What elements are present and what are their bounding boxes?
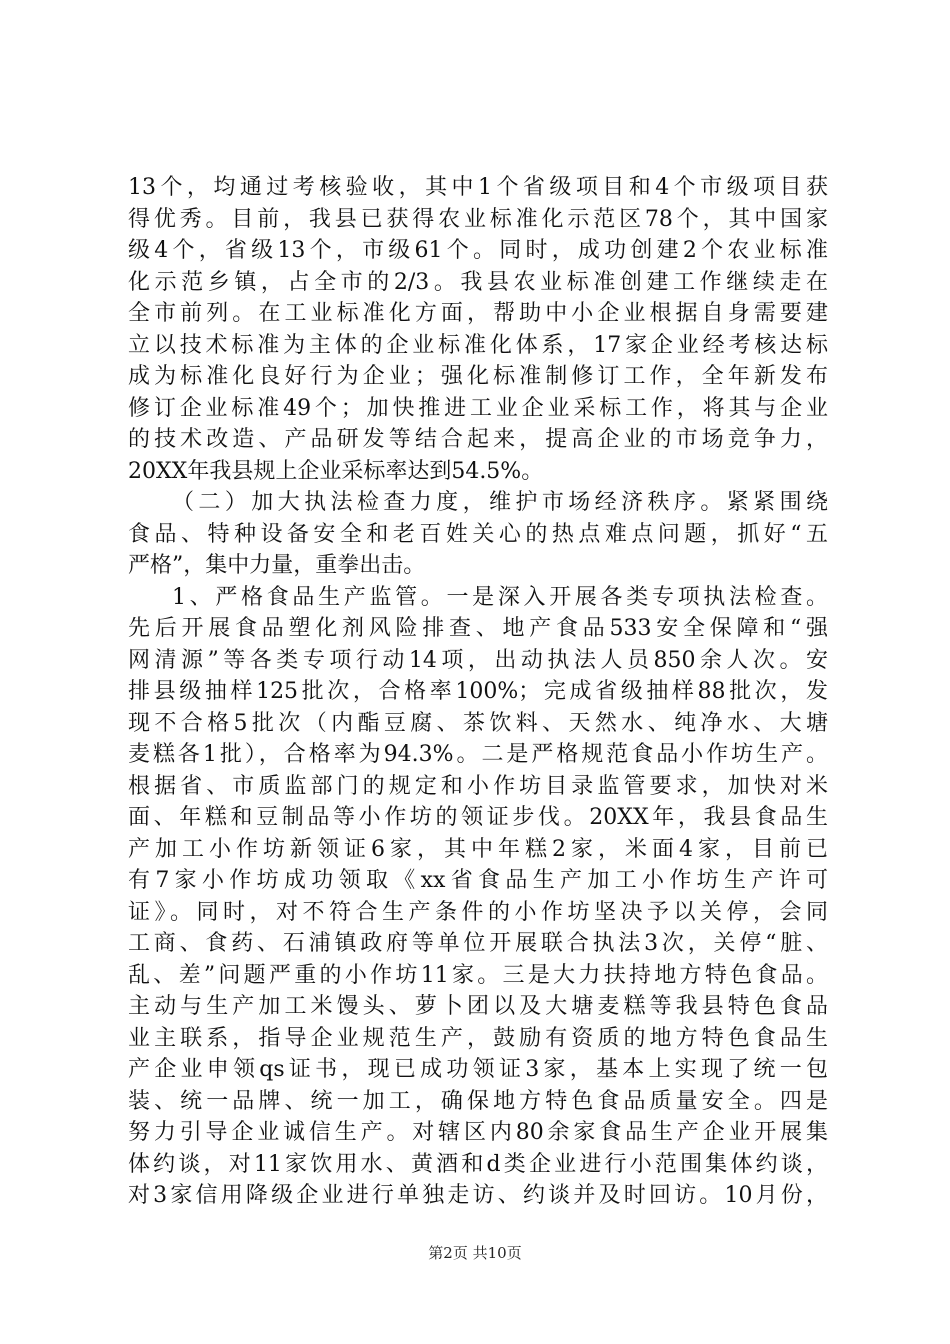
text-line: 对3家信用降级企业进行单独走访、约谈并及时回访。10月份， (128, 1183, 828, 1208)
page-number-footer: 第2页 共10页 (428, 1244, 522, 1262)
text-line: 乱、差”问题严重的小作坊11家。三是大力扶持地方特色食品。 (128, 962, 828, 988)
text-line: 面、年糕和豆制品等小作坊的领证步伐。20XX年，我县食品生 (128, 805, 828, 830)
text-line: 有7家小作坊成功领取《xx省食品生产加工小作坊生产许可 (128, 868, 828, 893)
text-line: 严格”，集中力量，重拳出击。 (128, 553, 426, 578)
text-line: 网清源”等各类专项行动14项，出动执法人员850余人次。安 (128, 647, 828, 673)
text-line: 业主联系，指导企业规范生产，鼓励有资质的地方特色食品生 (128, 1025, 828, 1051)
text-line: 级4个，省级13个，市级61个。同时，成功创建2个农业标准 (128, 238, 828, 263)
text-line: 努力引导企业诚信生产。对辖区内80余家食品生产企业开展集 (128, 1120, 828, 1145)
document-body (128, 172, 828, 1212)
text-line: 修订企业标准49个；加快推进工业企业采标工作，将其与企业 (128, 395, 828, 421)
text-line: 麦糕各1批），合格率为94.3%。二是严格规范食品小作坊生产。 (128, 742, 828, 767)
subsection-heading-line: 1、严格食品生产监管。一是深入开展各类专项执法检查。 (172, 584, 828, 610)
text-line: 根据省、市质监部门的规定和小作坊目录监管要求，加快对米 (128, 773, 828, 799)
text-line: 体约谈，对11家饮用水、黄酒和d类企业进行小范围集体约谈， (128, 1151, 828, 1177)
text-line: 化示范乡镇，占全市的2/3。我县农业标准创建工作继续走在 (128, 269, 828, 295)
text-line: 成为标准化良好行为企业；强化标准制修订工作，全年新发布 (128, 364, 828, 389)
text-line: 的技术改造、产品研发等结合起来，提高企业的市场竞争力， (128, 427, 828, 452)
text-line: 装、统一品牌、统一加工，确保地方特色食品质量安全。四是 (128, 1088, 828, 1114)
text-line: 食品、特种设备安全和老百姓关心的热点难点问题，抓好“五 (128, 521, 828, 547)
section-heading-line: （二）加大执法检查力度，维护市场经济秩序。紧紧围绕 (172, 490, 828, 515)
text-line: 先后开展食品塑化剂风险排查、地产食品533安全保障和“强 (128, 616, 828, 641)
text-line: 13个，均通过考核验收，其中1个省级项目和4个市级项目获 (128, 175, 828, 200)
text-line: 主动与生产加工米馒头、萝卜团以及大塘麦糕等我县特色食品 (128, 994, 828, 1019)
text-line: 证》。同时，对不符合生产条件的小作坊坚决予以关停，会同 (128, 899, 828, 925)
text-line: 产加工小作坊新领证6家，其中年糕2家，米面4家，目前已 (128, 836, 828, 862)
text-line: 立以技术标准为主体的企业标准化体系，17家企业经考核达标 (128, 332, 828, 358)
text-line: 全市前列。在工业标准化方面，帮助中小企业根据自身需要建 (128, 301, 828, 326)
text-line: 得优秀。目前，我县已获得农业标准化示范区78个，其中国家 (128, 206, 828, 232)
text-line: 产企业申领qs证书，现已成功领证3家，基本上实现了统一包 (128, 1057, 828, 1082)
text-line: 20XX年我县规上企业采标率达到54.5%。 (128, 458, 544, 484)
text-line: 排县级抽样125批次，合格率100%；完成省级抽样88批次，发 (128, 679, 828, 704)
text-line: 工商、食药、石浦镇政府等单位开展联合执法3次，关停“脏、 (128, 931, 828, 956)
text-line: 现不合格5批次（内酯豆腐、茶饮料、天然水、纯净水、大塘 (128, 710, 828, 736)
